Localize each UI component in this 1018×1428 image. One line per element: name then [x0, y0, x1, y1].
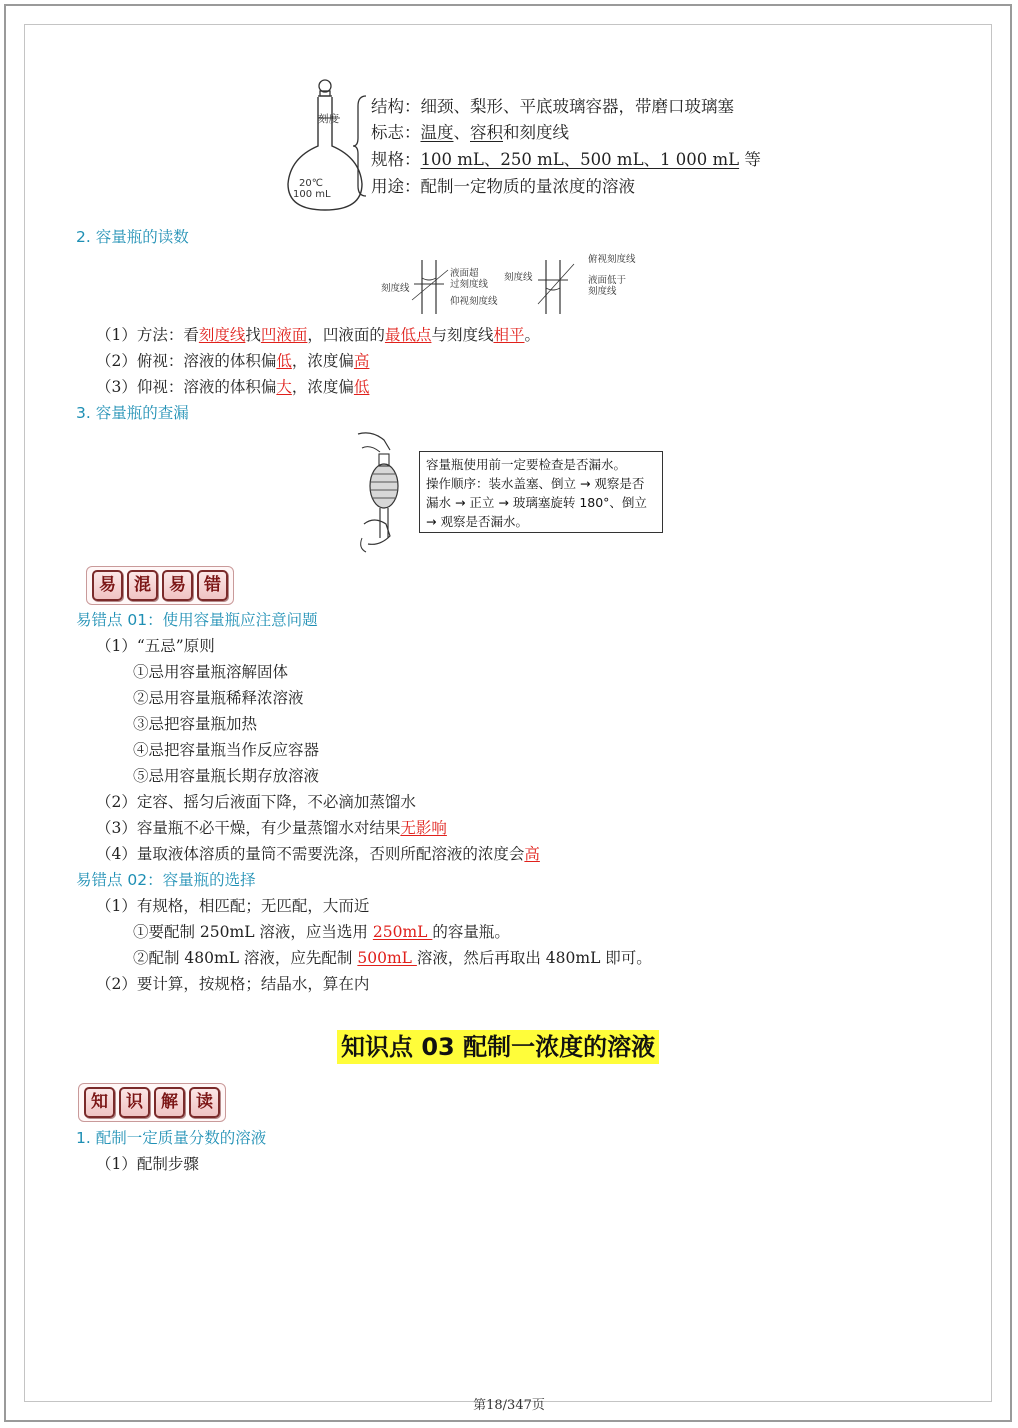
badge-char: 解 — [154, 1087, 185, 1118]
reading-method: （1）方法：看刻度线找凹液面，凹液面的最低点与刻度线相平。 — [96, 326, 540, 344]
list-item: ④忌把容量瓶当作反应容器 — [133, 741, 320, 759]
error2-p1: （1）有规格，相匹配；无匹配，大而近 — [96, 897, 370, 915]
reading-look-up: （3）仰视：溶液的体积偏大，浓度偏低 — [96, 378, 370, 396]
leak-check-line-3: 漏水 → 正立 → 玻璃塞旋转 180°、倒立 — [426, 495, 647, 510]
reading-diagram — [378, 258, 678, 316]
error1-p2: （2）定容、摇匀后液面下降，不必滴加蒸馏水 — [96, 793, 416, 811]
flask-volume-label: 100 mL — [293, 189, 331, 200]
hand-inverting-flask-illustration — [350, 428, 418, 554]
page-number: 第18/347页 — [473, 1398, 545, 1413]
error1-p3: （3）容量瓶不必干燥，有少量蒸馏水对结果无影响 — [96, 819, 447, 837]
leak-check-box — [419, 451, 663, 533]
right-scale-label: 刻度线 — [504, 272, 533, 283]
badge-char: 识 — [119, 1087, 150, 1118]
badge-char: 错 — [197, 570, 228, 601]
reading-look-down: （2）俯视：溶液的体积偏低，浓度偏高 — [96, 352, 370, 370]
error-point-01-title: 易错点 01：使用容量瓶应注意问题 — [76, 611, 318, 629]
left-note-2: 过刻度线 — [450, 279, 489, 290]
error1-p1: （1）“五忌”原则 — [96, 637, 215, 655]
knowledge-point-title: 知识点 03 配制一浓度的溶液 — [337, 1030, 659, 1064]
flask-temp-label: 20℃ — [299, 178, 323, 189]
left-note-1: 液面超 — [450, 268, 479, 279]
section-title-leak-check: 3. 容量瓶的查漏 — [76, 404, 189, 422]
badge-char: 知 — [84, 1087, 115, 1118]
flask-structure: 结构：细颈、梨形、平底玻璃容器，带磨口玻璃塞 — [371, 97, 734, 116]
flask-mark: 标志：温度、容积和刻度线 — [371, 123, 569, 142]
badge-knowledge-interpretation — [78, 1083, 226, 1122]
list-item: ①忌用容量瓶溶解固体 — [133, 663, 289, 681]
left-scale-label: 刻度线 — [381, 283, 410, 294]
right-note-3: 刻度线 — [588, 286, 617, 297]
badge-char: 混 — [127, 570, 158, 601]
badge-char: 易 — [162, 570, 193, 601]
list-item: ②忌用容量瓶稀释浓溶液 — [133, 689, 304, 707]
leak-check-line-2: 操作顺序：装水盖塞、倒立 → 观察是否 — [426, 476, 645, 491]
error2-p2: （2）要计算，按规格；结晶水，算在内 — [96, 975, 370, 993]
badge-error-prone — [86, 566, 234, 605]
flask-use: 用途：配制一定物质的量浓度的溶液 — [371, 177, 635, 196]
left-note-3: 仰视刻度线 — [450, 296, 498, 307]
list-item: ⑤忌用容量瓶长期存放溶液 — [133, 767, 320, 785]
badge-char: 易 — [92, 570, 123, 601]
section-title-reading: 2. 容量瓶的读数 — [76, 228, 189, 246]
brace-icon — [352, 94, 368, 198]
error1-p4: （4）量取液体溶质的量筒不需要洗涤，否则所配溶液的浓度会高 — [96, 845, 540, 863]
leak-check-line-1: 容量瓶使用前一定要检查是否漏水。 — [426, 457, 627, 472]
steps-label: （1）配制步骤 — [96, 1155, 199, 1173]
error2-item-1: ①要配制 250mL 溶液，应当选用 250mL 的容量瓶。 — [133, 923, 510, 941]
section-title-mass-fraction: 1. 配制一定质量分数的溶液 — [76, 1129, 267, 1147]
right-note-1: 俯视刻度线 — [588, 254, 636, 265]
flask-spec: 规格：100 mL、250 mL、500 mL、1 000 mL 等 — [371, 150, 761, 169]
error2-item-2: ②配制 480mL 溶液，应先配制 500mL 溶液，然后再取出 480mL 即可。 — [133, 949, 652, 967]
error-point-02-title: 易错点 02：容量瓶的选择 — [76, 871, 256, 889]
leak-check-line-4: → 观察是否漏水。 — [426, 514, 528, 529]
flask-scale-label: 刻度 — [318, 113, 339, 125]
badge-char: 读 — [189, 1087, 220, 1118]
right-note-2: 液面低于 — [588, 275, 627, 286]
list-item: ③忌把容量瓶加热 — [133, 715, 258, 733]
